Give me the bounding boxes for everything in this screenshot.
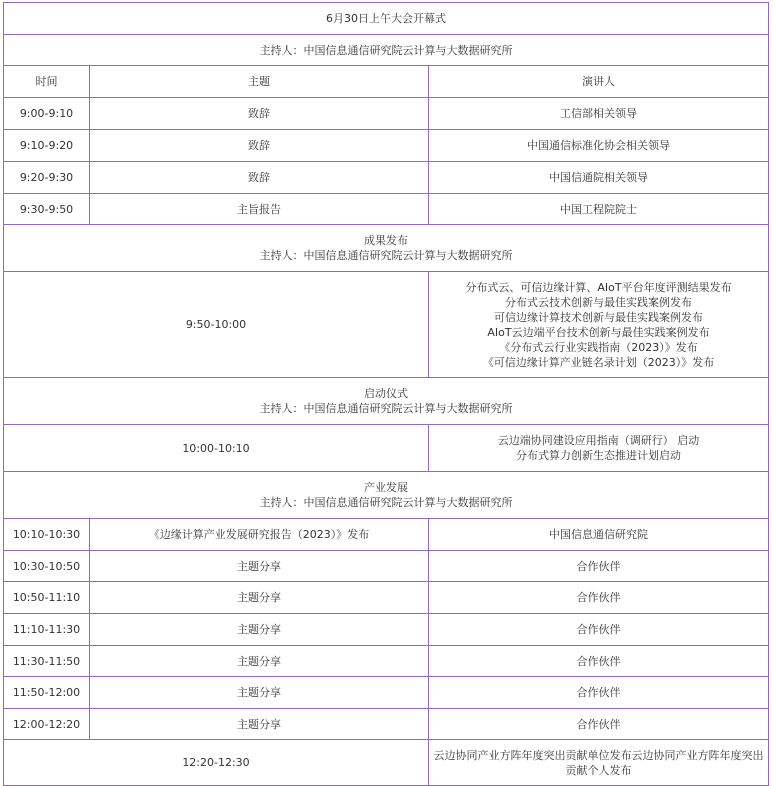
time-cell: 10:30-10:50 [4,551,90,582]
agenda-container [3,2,769,786]
speaker-cell: 合作伙伴 [429,614,769,646]
section-row-launch [4,378,769,425]
time-cell: 9:10-9:20 [4,130,90,162]
table-row [4,582,769,614]
time-cell: 9:20-9:30 [4,162,90,194]
time-cell: 12:00-12:20 [4,709,90,740]
section-header-launch [4,378,769,425]
results-row [4,272,769,378]
section-header-results [4,225,769,272]
topic-cell: 主题分享 [90,582,429,614]
time-cell: 10:50-11:10 [4,582,90,614]
section-title: 成果发布 [364,234,408,247]
agenda-table [3,2,769,786]
launch-item: 云边端协同建设应用指南（调研行） 启动 [497,434,700,447]
header-row [4,66,769,98]
results-item: 《分布式云行业实践指南（2023）》发布 [499,340,698,354]
table-row [4,130,769,162]
topic-cell: 致辞 [90,130,429,162]
speaker-cell: 合作伙伴 [429,582,769,614]
speaker-cell: 合作伙伴 [429,551,769,582]
speaker-cell: 合作伙伴 [429,709,769,740]
speaker-cell: 合作伙伴 [429,677,769,709]
header-time: 时间 [4,66,90,98]
results-item: AIoT云边端平台技术创新与最佳实践案例发布 [487,325,710,339]
topic-cell: 主旨报告 [90,194,429,225]
results-item: 可信边缘计算技术创新与最佳实践案例发布 [494,310,703,324]
table-row [4,194,769,225]
speaker-cell: 合作伙伴 [429,646,769,677]
topic-cell: 主题分享 [90,677,429,709]
time-cell: 11:30-11:50 [4,646,90,677]
topic-cell: 主题分享 [90,709,429,740]
topic-cell: 主题分享 [90,614,429,646]
section-host: 主持人：中国信息通信研究院云计算与大数据研究所 [259,402,513,415]
table-row [4,98,769,130]
section-host: 主持人：中国信息通信研究院云计算与大数据研究所 [259,496,513,509]
results-item: 分布式云技术创新与最佳实践案例发布 [505,295,692,309]
table-row [4,709,769,740]
final-row [4,740,769,786]
topic-cell: 主题分享 [90,646,429,677]
host-row [4,35,769,66]
table-row [4,646,769,677]
results-item: 《可信边缘计算产业链名录计划（2023）》发布 [482,355,715,369]
section-row-industry [4,472,769,519]
agenda-title: 6月30日上午大会开幕式 [4,3,769,35]
header-topic: 主题 [90,66,429,98]
time-cell: 11:10-11:30 [4,614,90,646]
speaker-cell: 中国信通院相关领导 [429,162,769,194]
topic-cell: 致辞 [90,162,429,194]
speaker-cell: 工信部相关领导 [429,98,769,130]
time-cell: 11:50-12:00 [4,677,90,709]
launch-list [429,425,769,472]
table-row [4,677,769,709]
speaker-cell: 中国信息通信研究院 [429,519,769,551]
time-cell: 12:20-12:30 [4,740,429,786]
launch-item: 分布式算力创新生态推进计划启动 [516,449,681,462]
speaker-cell: 云边协同产业方阵年度突出贡献单位发布云边协同产业方阵年度突出贡献个人发布 [429,740,769,786]
topic-cell: 致辞 [90,98,429,130]
title-row [4,3,769,35]
speaker-cell: 中国工程院院士 [429,194,769,225]
header-speaker: 演讲人 [429,66,769,98]
section-row-results [4,225,769,272]
results-item: 分布式云、可信边缘计算、AIoT平台年度评测结果发布 [465,280,732,294]
host-line: 主持人：中国信息通信研究院云计算与大数据研究所 [4,35,769,66]
topic-cell: 《边缘计算产业发展研究报告（2023）》发布 [90,519,429,551]
section-host: 主持人：中国信息通信研究院云计算与大数据研究所 [259,249,513,262]
table-row [4,551,769,582]
topic-cell: 主题分享 [90,551,429,582]
launch-row [4,425,769,472]
time-cell: 10:10-10:30 [4,519,90,551]
time-cell: 9:30-9:50 [4,194,90,225]
speaker-cell: 中国通信标准化协会相关领导 [429,130,769,162]
time-cell: 9:00-9:10 [4,98,90,130]
results-list [429,272,769,378]
section-title: 启动仪式 [364,387,408,400]
table-row [4,519,769,551]
time-cell: 9:50-10:00 [4,272,429,378]
section-header-industry [4,472,769,519]
table-row [4,614,769,646]
time-cell: 10:00-10:10 [4,425,429,472]
section-title: 产业发展 [364,481,408,494]
table-row [4,162,769,194]
